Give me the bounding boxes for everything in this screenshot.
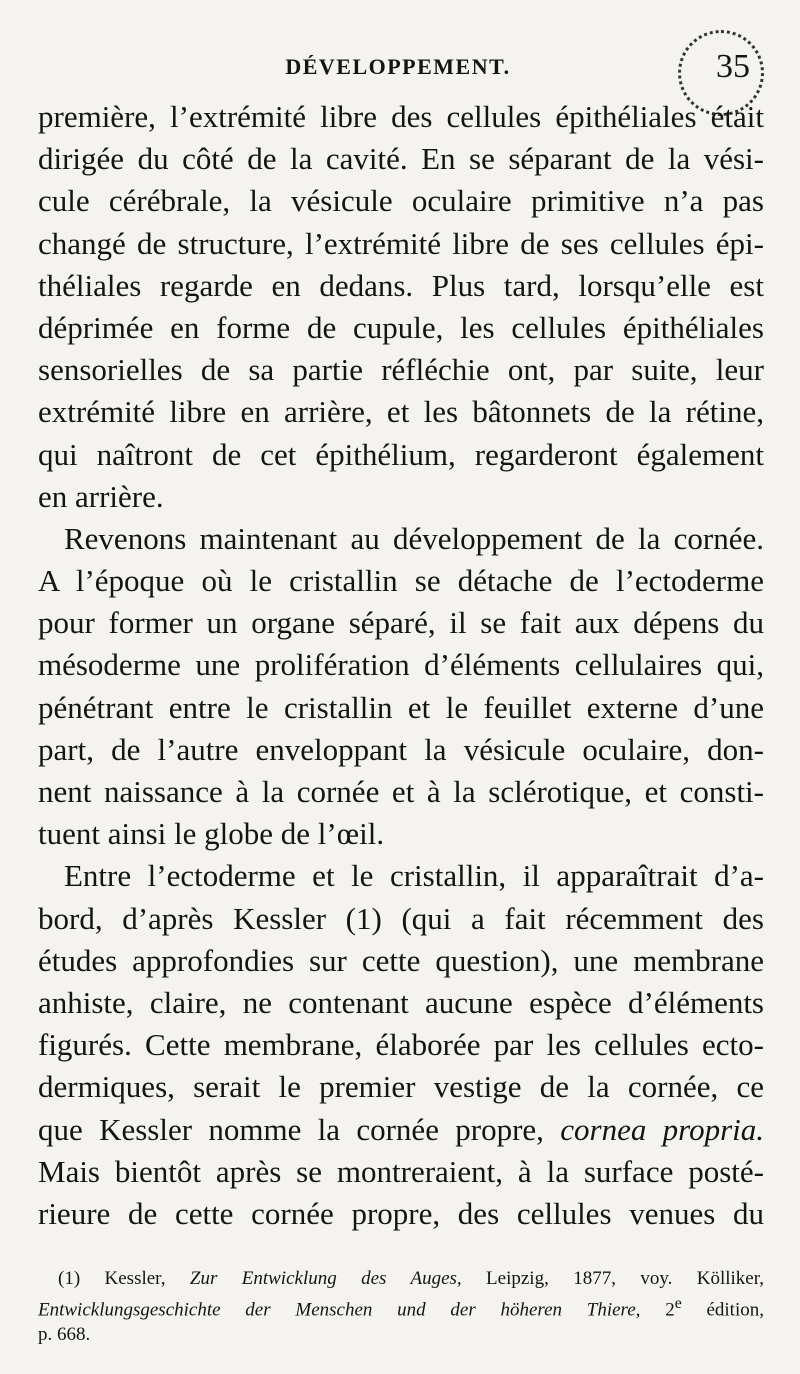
text-line: Mais bientôt après se montreraient, à la surface posté- bbox=[38, 1153, 764, 1189]
text-line: cule cérébrale, la vésicule oculaire primitive n’a pas bbox=[38, 183, 764, 219]
footnote-edition-number: 2 bbox=[665, 1299, 675, 1321]
body-text bbox=[38, 96, 764, 1235]
text-line: qui naîtront de cet épithélium, regarderont également bbox=[38, 436, 764, 472]
text-line: A l’époque où le cristallin se détache de l’ectoderme bbox=[38, 563, 764, 599]
footnote-author: (1) Kessler, bbox=[58, 1268, 166, 1289]
text-line: Entre l’ectoderme et le cristallin, il apparaîtrait d’a- bbox=[64, 858, 764, 894]
text-line: bord, d’après Kessler (1) (qui a fait récemment des bbox=[38, 900, 764, 936]
text-line: extrémité libre en arrière, et les bâtonnets de la rétine, bbox=[38, 394, 764, 430]
text-line: sensorielles de sa partie réfléchie ont, par suite, leur bbox=[38, 352, 764, 388]
footnote-line bbox=[38, 1266, 764, 1291]
footnote bbox=[38, 1266, 764, 1347]
text-line-with-italic bbox=[38, 1109, 764, 1151]
footnote-line bbox=[38, 1291, 764, 1322]
text-line: pénétrant entre le cristallin et le feuillet externe d’une bbox=[38, 689, 764, 725]
text-line: part, de l’autre enveloppant la vésicule oculaire, don- bbox=[38, 731, 764, 767]
text-line-part: que Kessler nomme la cornée propre, bbox=[38, 1111, 544, 1147]
text-line: tuent ainsi le globe de l’œil. bbox=[38, 816, 385, 852]
text-line: dermiques, serait le premier vestige de la cornée, ce bbox=[38, 1069, 764, 1105]
text-line: études approfondies sur cette question), une membrane bbox=[38, 942, 764, 978]
text-line: dirigée du côté de la cavité. En se séparant de la vési- bbox=[38, 141, 764, 177]
footnote-line: p. 668. bbox=[38, 1324, 91, 1346]
text-line: changé de structure, l’extrémité libre de ses cellules épi- bbox=[38, 225, 764, 261]
running-title: DÉVELOPPEMENT. bbox=[285, 54, 511, 79]
italic-term: cornea propria. bbox=[560, 1111, 765, 1147]
text-line: nent naissance à la cornée et à la sclérotique, et consti- bbox=[38, 774, 764, 809]
footnote-publication: Leipzig, 1877, voy. Kölliker, bbox=[486, 1268, 765, 1289]
footnote-edition: édition, bbox=[706, 1299, 764, 1321]
page-number: 35 bbox=[716, 48, 750, 85]
footnote-title: Entwicklungsgeschichte der Menschen und der höheren Thiere, bbox=[38, 1299, 641, 1321]
text-line: en arrière. bbox=[38, 478, 164, 514]
page-header bbox=[36, 50, 760, 90]
text-line: théliales regarde en dedans. Plus tard, lorsqu’elle est bbox=[38, 267, 764, 303]
text-line: figurés. Cette membrane, élaborée par les cellules ecto- bbox=[38, 1027, 764, 1063]
text-line: déprimée en forme de cupule, les cellules épithéliales bbox=[38, 309, 764, 345]
text-line: anhiste, claire, ne contenant aucune espèce d’éléments bbox=[38, 984, 764, 1020]
footnote-edition-suffix: e bbox=[674, 1295, 682, 1312]
text-line: Revenons maintenant au développement de la cornée. bbox=[64, 520, 764, 556]
text-line: première, l’extrémité libre des cellules épithéliales était bbox=[38, 99, 764, 134]
text-line: pour former un organe séparé, il se fait aux dépens du bbox=[38, 605, 764, 641]
text-line: rieure de cette cornée propre, des cellules venues du bbox=[38, 1195, 764, 1231]
text-line: mésoderme une prolifération d’éléments cellulaires qui, bbox=[38, 647, 764, 683]
footnote-title: Zur Entwicklung des Auges, bbox=[189, 1268, 462, 1289]
